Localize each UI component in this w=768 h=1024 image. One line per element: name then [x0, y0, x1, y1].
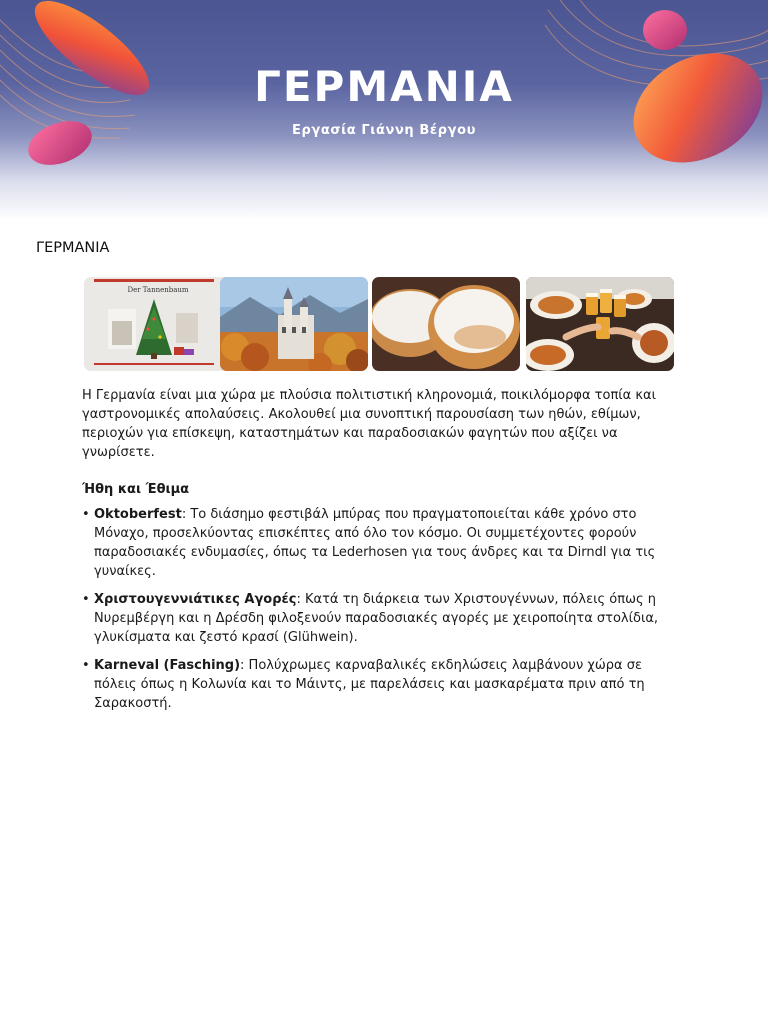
- beer-food-photo: [526, 277, 674, 371]
- bullet: •: [82, 507, 90, 522]
- header-banner: [0, 0, 768, 220]
- item-term: Karneval (Fasching): [94, 658, 241, 673]
- item-term: Oktoberfest: [94, 507, 182, 522]
- item-text: : Το διάσημο φεστιβάλ μπύρας που πραγματοποιείται κάθε χρόνο στο Μόναχο, προσελκύοντας επισκέπτες από όλο τον κόσμο. Οι συμμετέχοντες φορούν παραδοσιακές ενδυμασίες, όπως τα Lederhosen για τους άνδρες και τα Dirndl για τις γυναίκες.: [94, 507, 656, 579]
- customs-list: [82, 505, 672, 722]
- list-item: [82, 590, 672, 647]
- embedded-slide: [40, 268, 734, 720]
- castle-photo: [220, 277, 368, 371]
- banner-subtitle: Εργασία Γιάννη Βέργου: [291, 123, 476, 138]
- photo-row: [84, 277, 674, 371]
- donuts-photo: [372, 277, 520, 371]
- intro-paragraph: Η Γερμανία είναι μια χώρα με πλούσια πολιτιστική κληρονομιά, ποικιλόμορφα τοπία και γαστρονομικές απολαύσεις. Ακολουθεί μια συνοπτική παρουσίαση των ηθών, εθίμων, περιοχών για επίσκεψη, καταστημάτων και παραδοσιακών φαγητών που αξίζει να γνωρίσετε.: [82, 388, 656, 460]
- document-heading: ΓΕΡΜΑΝΙΑ: [36, 240, 110, 256]
- section-title: Ήθη και Έθιμα: [82, 482, 190, 497]
- bullet: •: [82, 592, 90, 607]
- item-text: : Πολύχρωμες καρναβαλικές εκδηλώσεις λαμβάνουν χώρα σε πόλεις όπως η Κολωνία και το Μάιντς, με παρελάσεις και μασκαρέματα πριν από τη Σαρακοστή.: [94, 658, 645, 711]
- banner-title: ΓΕΡΜΑΝΙΑ: [254, 62, 514, 111]
- christmas-photo-caption: Der Tannenbaum: [127, 286, 189, 294]
- item-text: : Κατά τη διάρκεια των Χριστουγέννων, πόλεις όπως η Νυρεμβέργη και η Δρέσδη φιλοξενούν παραδοσιακές αγορές με χειροποίητα στολίδια, γλυκίσματα και ζεστό κρασί (Glühwein).: [94, 592, 659, 645]
- bullet: •: [82, 658, 90, 673]
- list-item: [82, 656, 672, 713]
- list-item: [82, 505, 672, 581]
- item-term: Χριστουγεννιάτικες Αγορές: [94, 592, 297, 607]
